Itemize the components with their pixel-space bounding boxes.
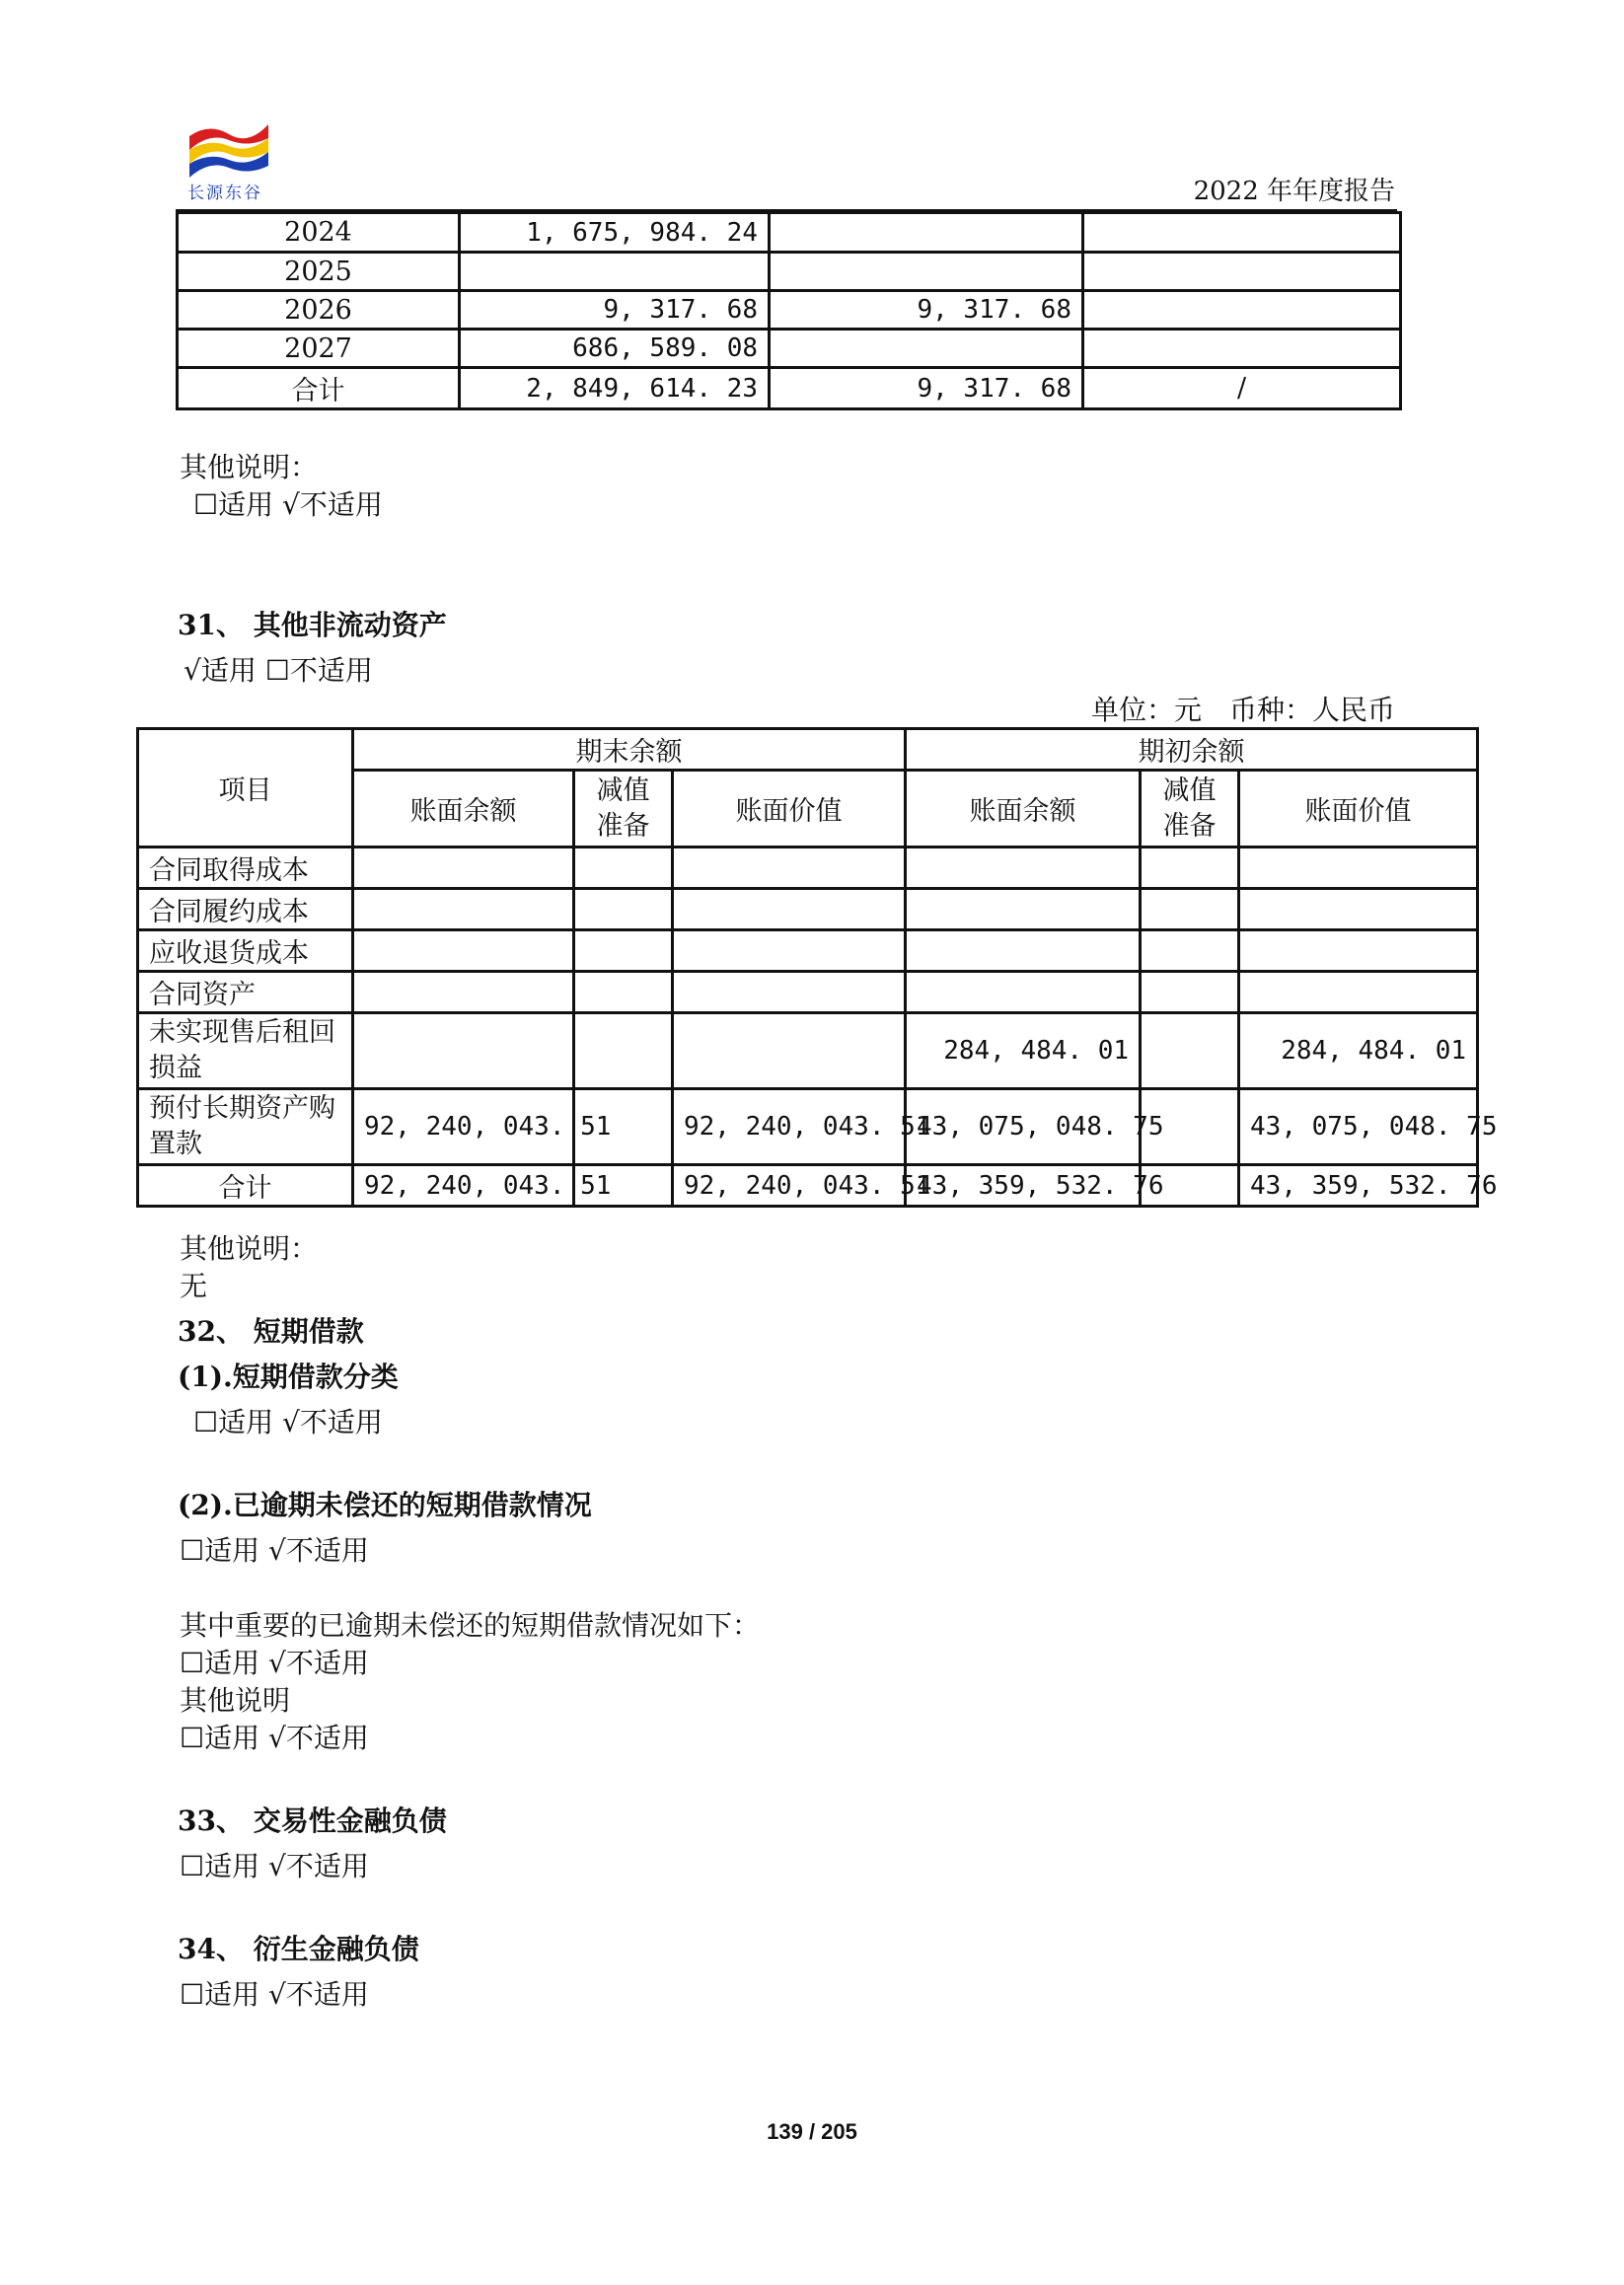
section-32-title: 32、 短期借款 xyxy=(178,1315,364,1348)
section-32-other: 其他说明 xyxy=(180,1684,291,1717)
section-31-note-value: 无 xyxy=(180,1270,208,1302)
other-noncurrent-assets-table xyxy=(136,727,1498,1208)
report-title: 2022 年年度报告 xyxy=(1193,177,1395,206)
maturity-table xyxy=(176,211,1402,410)
section-32-sub1-option: ☐适用 √不适用 xyxy=(193,1406,383,1438)
unit-currency: 单位：元 币种：人民币 xyxy=(1090,694,1395,726)
section-33-option: ☐适用 √不适用 xyxy=(180,1850,369,1882)
table-row: 预付长期资产购置款 92, 240, 043. 51 92, 240, 043. 51 43, 075, 048. 75 43, 075, 048. 75 xyxy=(138,1089,1478,1165)
table-row-total: 合计 92, 240, 043. 51 92, 240, 043. 51 43, 359, 532. 76 43, 359, 532. 76 xyxy=(138,1165,1478,1207)
section-32-important-option: ☐适用 √不适用 xyxy=(180,1647,369,1679)
section-31-title: 31、 其他非流动资产 xyxy=(178,609,447,641)
section-32-sub1: (1).短期借款分类 xyxy=(178,1361,399,1393)
table-subheader-row: 账面余额 减值准备 账面价值 账面余额 减值准备 账面价值 xyxy=(138,771,1478,848)
header-begin-balance: 期初余额 xyxy=(906,729,1478,771)
table-row: 合同资产 xyxy=(138,972,1478,1013)
other-note-label: 其他说明： xyxy=(180,451,319,483)
section-32-other-option: ☐适用 √不适用 xyxy=(180,1722,369,1754)
company-logo xyxy=(187,116,270,201)
table-row: 2026 9, 317. 68 9, 317. 68 xyxy=(178,291,1401,330)
table-row: 2027 686, 589. 08 xyxy=(178,330,1401,368)
table-row-total: 合计 2, 849, 614. 23 9, 317. 68 / xyxy=(178,368,1401,409)
other-note-option: ☐适用 √不适用 xyxy=(193,488,383,521)
table-row: 2024 1, 675, 984. 24 xyxy=(178,213,1401,253)
table-row: 未实现售后租回损益 284, 484. 01 284, 484. 01 xyxy=(138,1013,1478,1089)
header-end-balance: 期末余额 xyxy=(353,729,906,771)
table-row: 应收退货成本 xyxy=(138,930,1478,972)
section-32-important: 其中重要的已逾期未偿还的短期借款情况如下： xyxy=(180,1609,761,1642)
table-row: 2025 xyxy=(178,253,1401,291)
section-31-option: √适用 ☐不适用 xyxy=(184,654,373,687)
page-number: 139 / 205 xyxy=(767,2119,857,2144)
logo-stripes-icon xyxy=(187,116,270,178)
table-row: 合同取得成本 xyxy=(138,848,1478,889)
section-31-note-label: 其他说明： xyxy=(180,1232,319,1265)
section-34-title: 34、 衍生金融负债 xyxy=(178,1933,419,1965)
table-row: 合同履约成本 xyxy=(138,889,1478,930)
section-32-sub2-option: ☐适用 √不适用 xyxy=(180,1534,369,1567)
logo-text: 长源东谷 xyxy=(187,184,262,203)
table-header-row xyxy=(138,729,1478,771)
section-34-option: ☐适用 √不适用 xyxy=(180,1978,369,2011)
header-item: 项目 xyxy=(138,729,353,848)
section-33-title: 33、 交易性金融负债 xyxy=(178,1805,447,1837)
section-32-sub2: (2).已逾期未偿还的短期借款情况 xyxy=(178,1489,592,1521)
